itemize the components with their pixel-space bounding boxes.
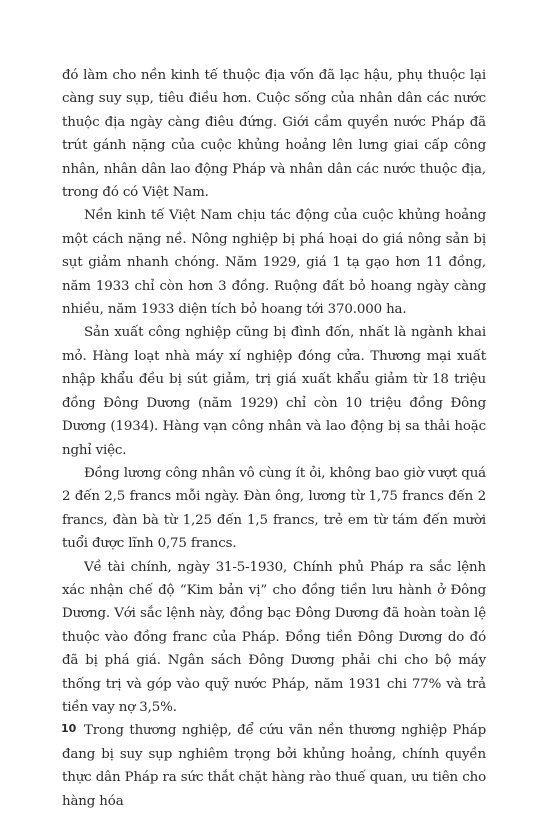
paragraph-economy-impact: Nền kinh tế Việt Nam chịu tác động của cuộc khủng hoảng một cách nặng nề. Nông nghiệp bị phá hoại do giá nông sản bị sụt giảm nhanh chóng. Năm 1929, giá 1 tạ gạo hơn 11 đồng, năm 1933 chỉ còn hơn 3 đồng. Ruộng đất bỏ hoang ngày càng nhiều, năm 1933 diện tích bỏ hoang tới 370.000 ha. xyxy=(62,208,486,318)
paragraph-continuation: đó làm cho nền kinh tế thuộc địa vốn đã lạc hậu, phụ thuộc lại càng suy sụp, tiêu điều hơn. Cuộc sống của nhân dân các nước thuộc địa ngày càng điêu đứng. Giới cầm quyền nước Pháp đã trút gánh nặng của cuộc khủng hoảng lên lưng giai cấp công nhân, nhân dân lao động Pháp và nhân dân các nước thuộc địa, trong đó có Việt Nam. xyxy=(62,68,486,201)
paragraph-wages: Đồng lương công nhân vô cùng ít ỏi, không bao giờ vượt quá 2 đến 2,5 francs mỗi ngày. Đàn ông, lương từ 1,75 francs đến 2 francs, đàn bà từ 1,25 đến 1,5 francs, trẻ em từ tám đến mười tuổi được lĩnh 0,75 francs. xyxy=(62,465,486,552)
paragraph-finance: Về tài chính, ngày 31-5-1930, Chính phủ Pháp ra sắc lệnh xác nhận chế độ “Kim bản vị” cho đồng tiền lưu hành ở Đông Dương. Với sắc lệnh này, đồng bạc Đông Dương đã hoàn toàn lệ thuộc vào đồng franc của Pháp. Đồng tiền Đông Dương do đó đã bị phá giá. Ngân sách Đông Dương phải chi cho bộ máy thống trị và góp vào quỹ nước Pháp, năm 1931 chi 77% và trả tiền vay nợ 3,5%. xyxy=(62,559,486,715)
paragraph-industry: Sản xuất công nghiệp cũng bị đình đốn, nhất là ngành khai mỏ. Hàng loạt nhà máy xí nghiệp đóng cửa. Thương mại xuất nhập khẩu đều bị sút giảm, trị giá xuất khẩu giảm từ 18 triệu đồng Đông Dương (năm 1929) chỉ còn 10 triệu đồng Đông Dương (1934). Hàng vạn công nhân và lao động bị sa thải hoặc nghỉ việc. xyxy=(62,325,486,458)
page-number: 10 xyxy=(61,722,77,735)
page-body xyxy=(62,64,486,813)
paragraph-commerce: Trong thương nghiệp, để cứu vãn nền thương nghiệp Pháp đang bị suy sụp nghiêm trọng bởi khủng hoảng, chính quyền thực dân Pháp ra sức thắt chặt hàng rào thuế quan, ưu tiên cho hàng hóa xyxy=(62,723,486,809)
